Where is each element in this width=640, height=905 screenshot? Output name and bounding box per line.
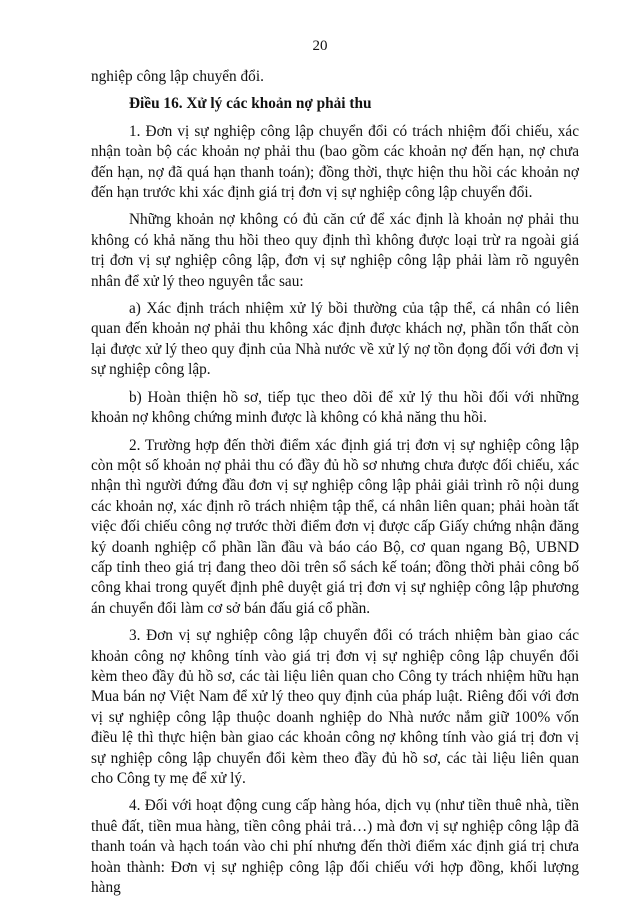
- document-body: [91, 67, 579, 905]
- paragraph: 4. Đối với hoạt động cung cấp hàng hóa, dịch vụ (như tiền thuê nhà, tiền thuê đất, tiền mua hàng, tiền công phải trả…) mà đơn vị sự nghiệp công lập đã thanh toán và hạch toán vào chi phí nhưng đến thời điểm xác định giá trị chưa hoàn thành: Đơn vị sự nghiệp công lập đối chiếu với hợp đồng, khối lượng hàng: [91, 797, 579, 897]
- article-heading: Điều 16. Xử lý các khoản nợ phải thu: [129, 95, 372, 113]
- paragraph: Những khoản nợ không có đủ căn cứ để xác định là khoản nợ phải thu không có khả năng thu hồi theo quy định thì không được loại trừ ra ngoài giá trị đơn vị sự nghiệp công lập, đơn vị sự nghiệp công lập phải làm rõ nguyên nhân để xử lý theo nguyên tắc sau:: [91, 211, 579, 290]
- page-number: 20: [312, 38, 328, 54]
- paragraph: b) Hoàn thiện hồ sơ, tiếp tục theo dõi để xử lý thu hồi đối với những khoản nợ không chứng minh được là không có khả năng thu hồi.: [91, 388, 579, 427]
- paragraph-continuation: nghiệp công lập chuyển đổi.: [91, 68, 264, 85]
- paragraph: a) Xác định trách nhiệm xử lý bồi thường của tập thể, cá nhân có liên quan đến khoản nợ phải thu không xác định được khách nợ, phần tổn thất còn lại được xử lý theo quy định của Nhà nước về xử lý nợ tồn đọng đối với đơn vị sự nghiệp công lập.: [91, 300, 579, 379]
- paragraph: 2. Trường hợp đến thời điểm xác định giá trị đơn vị sự nghiệp công lập còn một số khoản nợ phải thu có đầy đủ hồ sơ nhưng chưa được đối chiếu, xác nhận thì người đứng đầu đơn vị sự nghiệp công lập phải giải trình rõ nội dung các khoản nợ, xác định rõ trách nhiệm tập thể, cá nhân liên quan; phải hoàn tất việc đối chiếu công nợ trước thời điểm đơn vị được cấp Giấy chứng nhận đăng ký doanh nghiệp cổ phần lần đầu và báo cáo Bộ, cơ quan ngang Bộ, UBND cấp tỉnh theo giá trị đang theo dõi trên sổ sách kế toán; đồng thời phải công bố công khai trong quyết định phê duyệt giá trị đơn vị sự nghiệp công lập phương án chuyển đổi làm cơ sở bán đấu giá cổ phần.: [91, 436, 579, 617]
- paragraph: 3. Đơn vị sự nghiệp công lập chuyển đổi có trách nhiệm bàn giao các khoản công nợ không tính vào giá trị đơn vị sự nghiệp công lập chuyển đổi kèm theo đầy đủ hồ sơ, các tài liệu liên quan cho Công ty trách nhiệm hữu hạn Mua bán nợ Việt Nam để xử lý theo quy định của pháp luật. Riêng đối với đơn vị sự nghiệp công lập thuộc doanh nghiệp do Nhà nước nắm giữ 100% vốn điều lệ thì thực hiện bàn giao các khoản công nợ không tính vào giá trị đơn vị sự nghiệp công lập chuyển đổi kèm theo đầy đủ hồ sơ, các tài liệu liên quan cho Công ty mẹ để xử lý.: [91, 627, 579, 787]
- paragraph: 1. Đơn vị sự nghiệp công lập chuyển đổi có trách nhiệm đối chiếu, xác nhận toàn bộ các khoản nợ phải thu (bao gồm các khoản nợ đến hạn, nợ chưa đến hạn, nợ đã quá hạn thanh toán); đồng thời, thực hiện thu hồi các khoản nợ đến hạn trước khi xác định giá trị đơn vị sự nghiệp công lập chuyển đổi.: [91, 122, 579, 202]
